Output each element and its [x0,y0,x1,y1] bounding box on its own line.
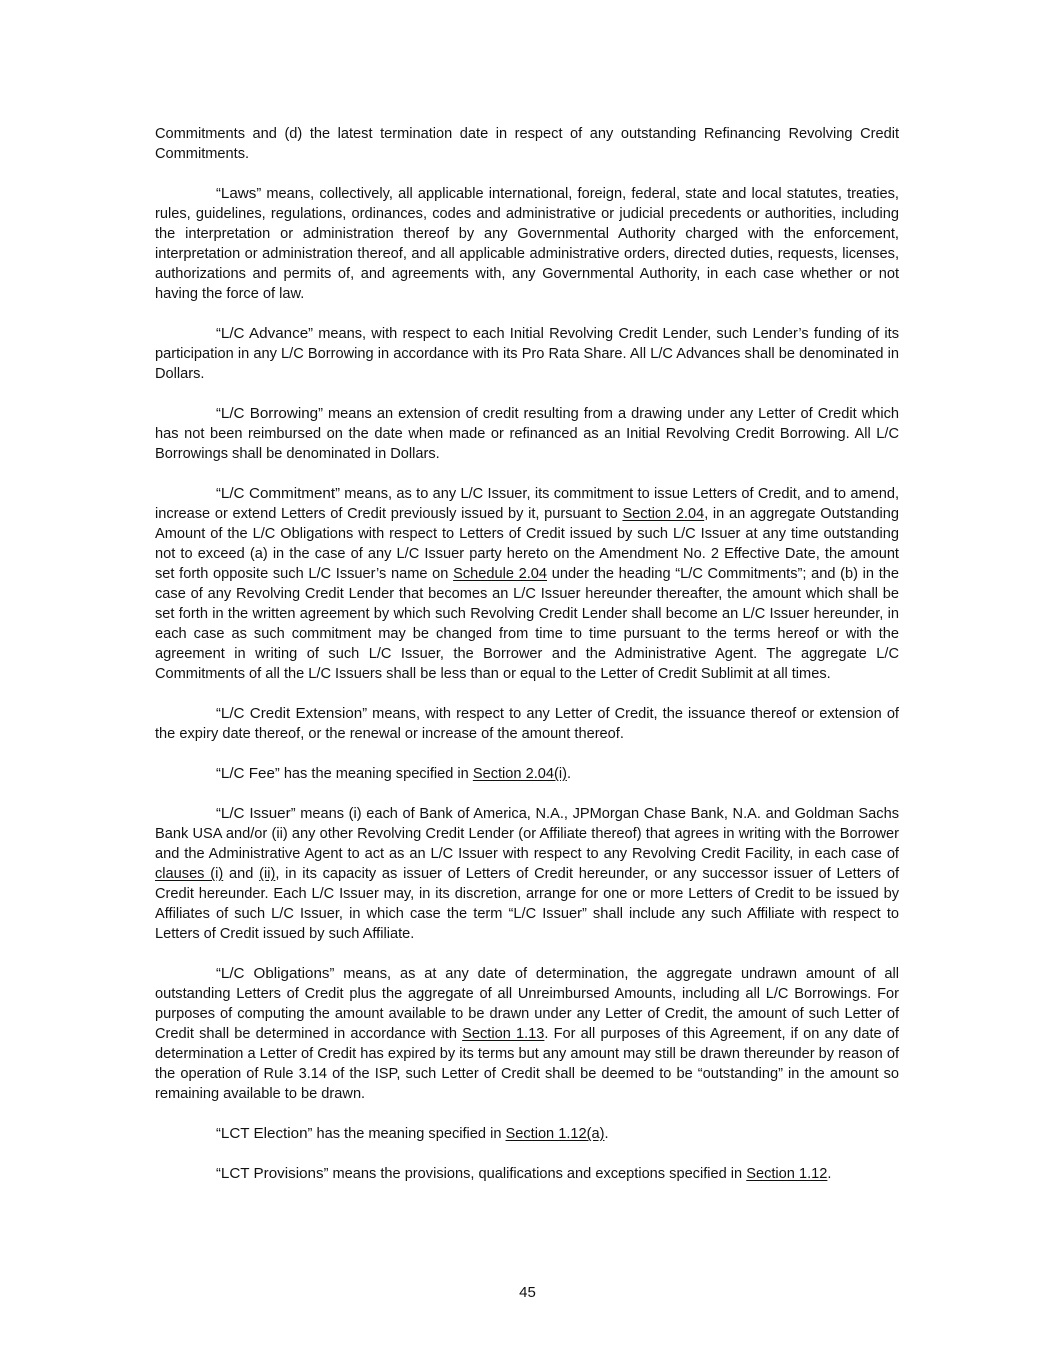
paragraph [155,484,899,684]
paragraph-text: ” means, collectively, all applicable international, foreign, federal, state and local statutes, treaties, rules, guidelines, regulations, ordinances, codes and administrative or judicial precedents or authorities, including the interpretation or administration thereof by any Governmental Authority charged with the enforcement, interpretation or administration thereof, and all applicable administrative orders, directed duties, requests, licenses, authorizations and permits of, and agreements with, any Governmental Authority, in each case whether or not having the force of law. [155,186,899,302]
cross-reference-link[interactable]: Section 1.12 [746,1166,828,1182]
paragraph-text: ” means (i) each of Bank of America, N.A., JPMorgan Chase Bank, N.A. and Goldman Sachs Bank USA and/or (ii) any other Revolving Credit Lender (or Affiliate thereof) that agrees in writing with the Borrower and the Administrative Agent to act as an L/C Issuer with respect to any Revolving Credit Facility, in each case of [155,806,899,862]
paragraph-text: “ [216,806,221,822]
paragraph-text: . [604,1126,609,1142]
paragraph-text: “ [216,326,221,342]
paragraph [155,704,899,744]
paragraph-text: “ [216,966,221,982]
paragraph-text: , in its capacity as issuer of Letters of Credit hereunder, or any successor issuer of Letters of Credit hereunder. Each L/C Issuer may, in its discretion, arrange for one or more Letters of Credit to be issued by Affiliates of such L/C Issuer, in which case the term “L/C Issuer” shall include any such Affiliate with respect to Letters of Credit issued by such Affiliate. [155,866,899,942]
defined-term: L/C Commitment [220,485,336,502]
cross-reference-link[interactable]: Section 2.04 [622,506,705,522]
cross-reference-link[interactable]: clauses (i) [155,866,224,882]
paragraph-text: ” means, with respect to each Initial Revolving Credit Lender, such Lender’s funding of its participation in any L/C Borrowing in accordance with its Pro Rata Share. All L/C Advances shall be denominated in Dollars. [155,326,899,382]
paragraph-text: . [566,766,572,782]
paragraph-text: “ [216,486,221,502]
document-body [155,124,899,1204]
paragraph-text: ” has the meaning specified in [307,1126,506,1142]
paragraph-text: “ [216,406,221,422]
paragraph-text: “ [216,1126,221,1142]
paragraph-text: ” means, as to any L/C Issuer, its commitment to issue Letters of Credit, and to amend, increase or extend Letters of Credit previously issued by it, pursuant to [155,486,899,522]
paragraph [155,1164,899,1184]
cross-reference-link[interactable]: Schedule 2.04 [453,566,548,582]
paragraph-text: “ [216,766,221,782]
paragraph-text: . For all purposes of this Agreement, if on any date of determination a Letter of Credit has expired by its terms but any amount may still be drawn thereunder by reason of the operation of Rule 3.14 of the ISP, such Letter of Credit shall be deemed to be “outstanding” in the amount so remaining available to be drawn. [155,1026,899,1102]
paragraph [155,324,899,384]
page-number: 45 [519,1284,536,1301]
cross-reference-link[interactable]: (ii) [259,866,276,882]
cross-reference-link[interactable]: Section 1.12(a) [505,1126,605,1142]
defined-term: L/C Issuer [220,805,291,822]
paragraph [155,1124,899,1144]
defined-term: L/C Obligations [220,965,330,982]
defined-term: LCT Election [220,1125,308,1142]
paragraph [155,184,899,304]
defined-term: L/C Credit Extension [220,705,363,722]
paragraph-text: Commitments and (d) the latest termination date in respect of any outstanding Refinancing Revolving Credit Commitments. [155,126,899,162]
paragraph-text: and [223,866,260,882]
paragraph-text: , in an aggregate Outstanding Amount of the L/C Obligations with respect to Letters of Credit issued by such L/C Issuer at any time outstanding not to exceed (a) in the case of any L/C Issuer party hereto on the Amendment No. 2 Effective Date, the amount set forth opposite such L/C Issuer’s name on [155,506,899,582]
paragraph-text: ” means, as at any date of determination, the aggregate undrawn amount of all outstanding Letters of Credit plus the aggregate of all Unreimbursed Amounts, including all L/C Borrowings. For purposes of computing the amount available to be drawn under any Letter of Credit, the amount of such Letter of Credit shall be determined in accordance with [155,966,899,1042]
cross-reference-link[interactable]: Section 2.04(i) [472,766,567,782]
defined-term: L/C Advance [220,325,309,342]
paragraph-text: “ [216,1166,221,1182]
paragraph-text: “ [216,186,221,202]
paragraph-text: ” means the provisions, qualifications and exceptions specified in [323,1166,747,1182]
defined-term: Laws [220,185,257,202]
paragraph-text: “ [216,706,221,722]
defined-term: LCT Provisions [220,1165,324,1182]
paragraph [155,124,899,164]
paragraph-text: ” means an extension of credit resulting from a drawing under any Letter of Credit which has not been reimbursed on the date when made or refinanced as an Initial Revolving Credit Borrowing. All L/C Borrowings shall be denominated in Dollars. [155,406,899,462]
defined-term: L/C Fee [220,765,275,782]
paragraph-text: ” means, with respect to any Letter of Credit, the issuance thereof or extension of the expiry date thereof, or the renewal or increase of the amount thereof. [155,706,899,742]
paragraph [155,964,899,1104]
defined-term: L/C Borrowing [220,405,319,422]
cross-reference-link[interactable]: Section 1.13 [462,1026,545,1042]
paragraph [155,764,899,784]
paragraph-text: under the heading “L/C Commitments”; and (b) in the case of any Revolving Credit Lender that becomes an L/C Issuer hereunder thereafter, the amount which shall be set forth in the written agreement by which such Revolving Credit Lender shall become an L/C Issuer hereunder, in each case as such commitment may be changed from time to time pursuant to the terms hereof or with the agreement in writing of such L/C Issuer, the Borrower and the Administrative Agent. The aggregate L/C Commitments of all the L/C Issuers shall be less than or equal to the Letter of Credit Sublimit at all times. [155,566,899,682]
paragraph [155,404,899,464]
paragraph [155,804,899,944]
paragraph-text: ” has the meaning specified in [274,766,473,782]
paragraph-text: . [827,1166,832,1182]
